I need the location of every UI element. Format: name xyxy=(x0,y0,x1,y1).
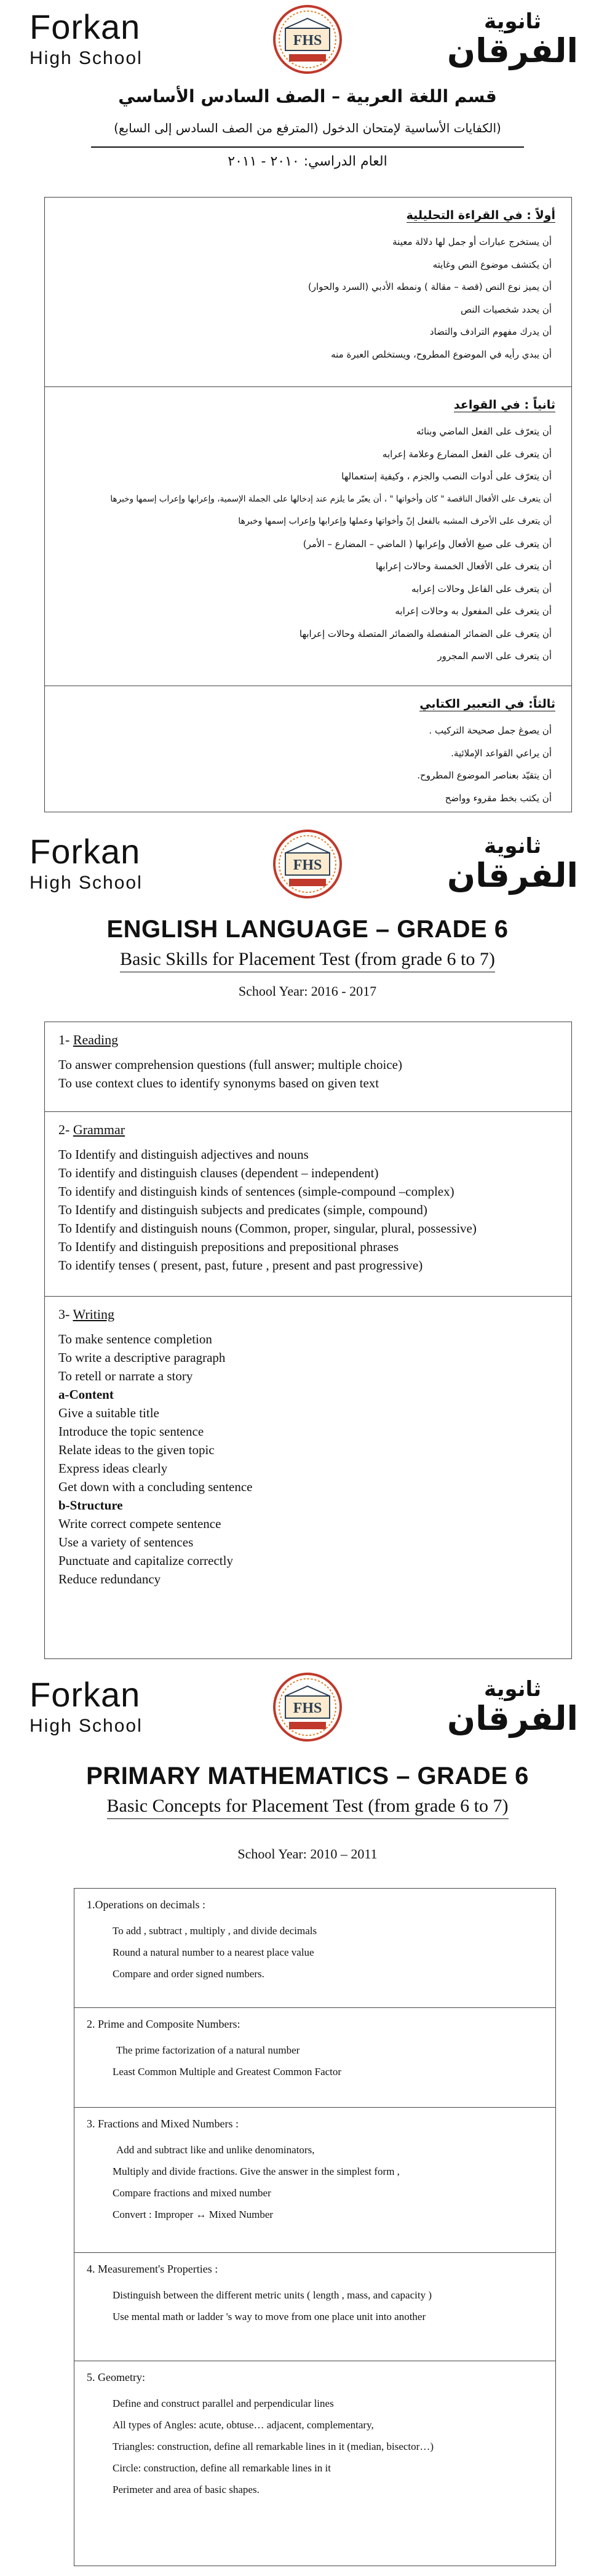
english-page xyxy=(0,825,615,1668)
list-item: Convert : Improper ↔ Mixed Number xyxy=(113,2209,274,2220)
list-item: أن يحدد شخصيات النص xyxy=(460,303,552,315)
school-year: School Year: 2016 - 2017 xyxy=(238,983,377,999)
page-title: PRIMARY MATHEMATICS – GRADE 6 xyxy=(86,1762,529,1790)
arabic-logo-line2: الفرقان xyxy=(447,856,578,895)
list-item: To use context clues to identify synonyms based on given text xyxy=(58,1076,379,1090)
brand-subtitle: High School xyxy=(30,1716,143,1736)
brand-name: Forkan xyxy=(30,832,141,871)
section-heading: 3. Fractions and Mixed Numbers : xyxy=(87,2118,239,2130)
list-item: To Identify and distinguish adjectives and nouns xyxy=(58,1147,309,1162)
section-geometry xyxy=(74,2361,555,2567)
list-item: Relate ideas to the given topic xyxy=(58,1442,215,1457)
section-heading: 5. Geometry: xyxy=(87,2371,145,2383)
section-heading: 2- Grammar xyxy=(58,1122,125,1137)
brand-subtitle: High School xyxy=(30,873,143,893)
list-item: Compare and order signed numbers. xyxy=(113,1968,264,1980)
concepts-box xyxy=(74,1888,556,2566)
section-measurement xyxy=(74,2253,555,2361)
list-item: Get down with a concluding sentence xyxy=(58,1479,253,1494)
list-item: أن يصوغ جمل صحيحة التركيب . xyxy=(429,725,552,736)
school-seal-logo xyxy=(271,1670,344,1744)
page-header xyxy=(0,1668,615,1766)
list-item: To Identify and distinguish subjects and predicates (simple, compound) xyxy=(58,1202,427,1217)
list-item: أن يتعرّف على الفعل الماضي وبنائه xyxy=(416,426,552,437)
section-heading: 4. Measurement's Properties : xyxy=(87,2263,218,2275)
list-item: To identify tenses ( present, past, future , present and past progressive) xyxy=(58,1258,423,1273)
list-item: أن يكتب بخط مقروء وواضح xyxy=(445,792,552,804)
list-item: To Identify and distinguish nouns (Common, proper, singular, plural, possessive) xyxy=(58,1221,477,1236)
brand-subtitle: High School xyxy=(30,48,143,68)
list-item: To Identify and distinguish prepositions and prepositional phrases xyxy=(58,1239,399,1254)
arabic-logo-line1: ثانوية xyxy=(484,9,542,34)
arabic-logo-line1: ثانوية xyxy=(484,1677,542,1702)
list-item: Triangles: construction, define all remarkable lines in it (median, bisector…) xyxy=(113,2441,434,2452)
arabic-page xyxy=(0,0,615,825)
list-item: أن يتعرّف على أدوات النصب والجزم ، وكيفية إستعمالها xyxy=(341,471,552,482)
list-item: أن يميز نوع النص (قصة – مقالة ) ونمطه الأدبي (السرد والحوار) xyxy=(308,281,552,292)
list-item: Circle: construction, define all remarkable lines in it xyxy=(113,2462,331,2474)
school-brand xyxy=(30,1675,143,1736)
list-item: أن يكتشف موضوع النص وغايته xyxy=(432,258,552,270)
list-item: Define and construct parallel and perpendicular lines xyxy=(113,2398,334,2409)
list-item: أن يستخرج عبارات أو جمل لها دلالة معينة xyxy=(392,236,552,247)
page-header xyxy=(0,825,615,923)
list-item: Use mental math or ladder 's way to move from one place unit into another xyxy=(113,2311,426,2322)
list-item: أن يتقيّد بعناصر الموضوع المطروح. xyxy=(417,770,552,781)
list-item: To add , subtract , multiply , and divide decimals xyxy=(113,1925,317,1937)
list-item: To write a descriptive paragraph xyxy=(58,1350,226,1365)
section-decimals xyxy=(74,1889,555,2008)
subheading-content: a-Content xyxy=(58,1387,114,1402)
arabic-logo-line1: ثانوية xyxy=(484,834,542,858)
title-underline xyxy=(91,146,524,148)
page-header xyxy=(0,0,615,98)
list-item: Multiply and divide fractions. Give the answer in the simplest form , xyxy=(113,2166,400,2177)
list-item: أن يتعرف على المفعول به وحالات إعرابه xyxy=(395,606,552,617)
school-brand xyxy=(30,834,143,892)
section-writing xyxy=(45,686,571,813)
school-brand xyxy=(30,7,143,68)
arabic-logo-line2: الفرقان xyxy=(447,31,578,70)
section-heading: ثالثاً: في التعبير الكتابي xyxy=(419,697,555,711)
list-item: All types of Angles: acute, obtuse… adjacent, complementary, xyxy=(113,2419,374,2431)
list-item: Add and subtract like and unlike denominators, xyxy=(116,2144,315,2156)
section-fractions xyxy=(74,2108,555,2253)
list-item: Reduce redundancy xyxy=(58,1572,161,1586)
seal-text: FHS xyxy=(293,857,322,873)
list-item: أن يتعرف على صيغ الأفعال وإعرابها ( الماضي – المضارع – الأمر) xyxy=(303,538,552,550)
section-primes xyxy=(74,2008,555,2108)
list-item: To identify and distinguish clauses (dependent – independent) xyxy=(58,1166,379,1180)
list-item: أن يتعرف على الفعل المضارع وعلامة إعرابه xyxy=(382,448,552,460)
list-item: أن يتعرف على الاسم المجرور xyxy=(437,650,552,662)
seal-text: FHS xyxy=(293,1700,322,1716)
arabic-logo xyxy=(447,11,578,68)
list-item: To answer comprehension questions (full answer; multiple choice) xyxy=(58,1057,402,1072)
school-seal-logo xyxy=(271,827,344,901)
brand-name: Forkan xyxy=(30,1675,141,1714)
list-item: أن يتعرف على الأفعال الخمسة وحالات إعرابها xyxy=(375,561,552,572)
list-item: Distinguish between the different metric units ( length , mass, and capacity ) xyxy=(113,2289,432,2301)
list-item: To identify and distinguish kinds of sentences (simple-compound –complex) xyxy=(58,1184,454,1199)
skills-box xyxy=(44,1022,572,1659)
list-item: Use a variety of sentences xyxy=(58,1535,194,1550)
list-item: أن يتعرف على الأحرف المشبه بالفعل إنّ وأخواتها وعملها وإعرابها وإعراب إسمها وخبرها xyxy=(238,516,552,526)
page-title: قسم اللغة العربية – الصف السادس الأساسي xyxy=(118,86,497,106)
brand-name: Forkan xyxy=(30,7,141,46)
section-reading xyxy=(45,1022,571,1112)
math-page xyxy=(0,1668,615,2576)
page-subtitle: (الكفايات الأساسية لإمتحان الدخول (المترفع من الصف السادس إلى السابع) xyxy=(114,121,501,135)
section-reading xyxy=(45,198,571,387)
school-year: العام الدراسي: ٢٠١٠ - ٢٠١١ xyxy=(228,154,387,169)
subheading-structure: b-Structure xyxy=(58,1498,123,1513)
section-heading: ثانياً : في القواعد xyxy=(453,398,555,412)
list-item: أن يتعرف على الفاعل وحالات إعرابه xyxy=(411,583,552,594)
section-grammar xyxy=(45,1112,571,1297)
page-title: ENGLISH LANGUAGE – GRADE 6 xyxy=(106,916,509,943)
school-year: School Year: 2010 – 2011 xyxy=(237,1846,378,1862)
list-item: Compare fractions and mixed number xyxy=(113,2187,271,2199)
list-item: To make sentence completion xyxy=(58,1332,212,1346)
section-heading: 1.Operations on decimals : xyxy=(87,1898,205,1911)
list-item: أن يراعي القواعد الإملائية. xyxy=(451,747,552,759)
list-item: Write correct compete sentence xyxy=(58,1516,221,1531)
section-heading: 2. Prime and Composite Numbers: xyxy=(87,2018,240,2030)
arabic-logo xyxy=(447,834,578,895)
list-item: Give a suitable title xyxy=(58,1406,159,1420)
arabic-logo xyxy=(447,1677,578,1738)
list-item: Round a natural number to a nearest place value xyxy=(113,1946,314,1958)
list-item: أن يدرك مفهوم الترادف والتضاد xyxy=(429,326,552,337)
seal-text: FHS xyxy=(293,33,322,49)
section-heading: 3- Writing xyxy=(58,1306,114,1322)
list-item: Perimeter and area of basic shapes. xyxy=(113,2484,260,2495)
list-item: Express ideas clearly xyxy=(58,1461,168,1476)
list-item: أن يتعرف على الضمائر المنفصلة والضمائر المتصلة وحالات إعرابها xyxy=(299,628,552,639)
list-item: Introduce the topic sentence xyxy=(58,1424,204,1439)
school-seal-logo xyxy=(271,2,344,76)
list-item: To retell or narrate a story xyxy=(58,1369,193,1383)
list-item: Least Common Multiple and Greatest Common Factor xyxy=(113,2066,342,2078)
list-item: The prime factorization of a natural number xyxy=(116,2044,300,2056)
section-writing xyxy=(45,1297,571,1660)
list-item: Punctuate and capitalize correctly xyxy=(58,1553,233,1568)
arabic-logo-line2: الفرقان xyxy=(447,1699,578,1738)
page-subtitle: Basic Concepts for Placement Test (from grade 6 to 7) xyxy=(0,1796,615,1817)
competencies-box xyxy=(44,197,572,812)
list-item: أن يبدي رأيه في الموضوع المطروح، ويستخلص العبرة منه xyxy=(331,348,552,360)
list-item: أن يتعرف على الأفعال الناقصة " كان وأخواتها " ، أن يعبّر ما يلزم عند إدخالها على الجملة الإسمية، وإعرابها وإعراب إسمها وخبرها xyxy=(110,494,552,504)
section-heading: 1- Reading xyxy=(58,1032,119,1047)
section-grammar xyxy=(45,387,571,686)
page-subtitle: Basic Skills for Placement Test (from grade 6 to 7) xyxy=(0,949,615,970)
section-heading: أولاً : في القراءة التحليلية xyxy=(406,209,555,222)
